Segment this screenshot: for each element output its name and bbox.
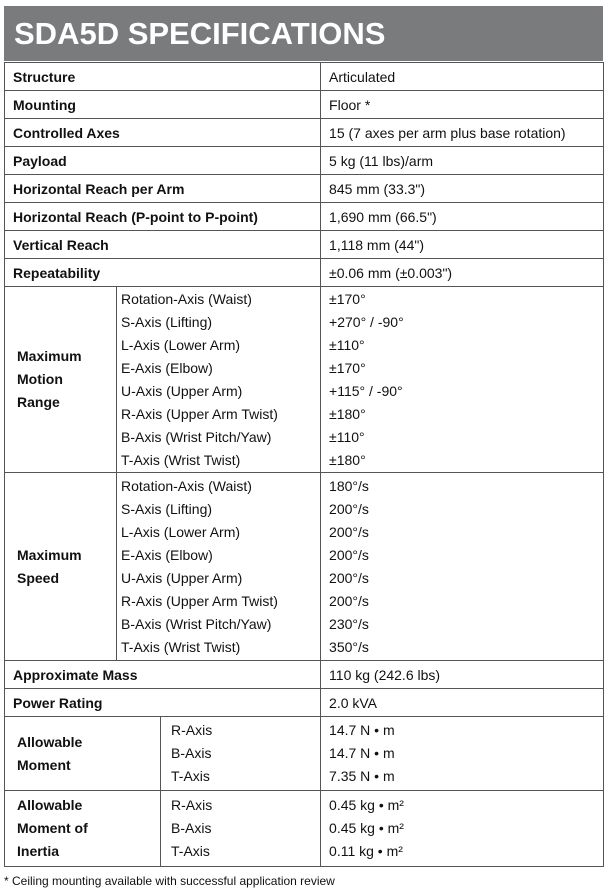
- table-row: [5, 119, 604, 147]
- label-line: Moment of: [17, 820, 88, 836]
- speed-values: [321, 473, 604, 661]
- axis-name: E-Axis (Elbow): [121, 546, 213, 563]
- label-line: Inertia: [17, 843, 60, 859]
- motion-range-row: [5, 287, 604, 473]
- table-row: [5, 91, 604, 119]
- inertia-values: [321, 791, 604, 867]
- spec-label: Repeatability: [5, 259, 321, 287]
- axis-name: T-Axis: [171, 768, 210, 784]
- spec-value: 5 kg (11 lbs)/arm: [321, 147, 604, 175]
- speed-axes: [117, 473, 321, 661]
- spec-table: [4, 62, 604, 867]
- spec-label: Power Rating: [5, 689, 321, 717]
- axis-name: L-Axis (Lower Arm): [121, 523, 241, 540]
- footnote: * Ceiling mounting available with successful application review: [4, 874, 335, 888]
- axis-value: 7.35 N • m: [329, 768, 395, 784]
- inertia-label: [5, 791, 161, 867]
- table-row: [5, 259, 604, 287]
- axis-name: R-Axis (Upper Arm Twist): [121, 405, 278, 422]
- axis-name: B-Axis: [171, 745, 212, 761]
- speed-row: [5, 473, 604, 661]
- table-row: [5, 661, 604, 689]
- table-row: [5, 203, 604, 231]
- axis-name: Rotation-Axis (Waist): [121, 477, 252, 494]
- table-row: [5, 689, 604, 717]
- label-line: Moment: [17, 756, 71, 773]
- axis-name: B-Axis (Wrist Pitch/Yaw): [121, 428, 272, 445]
- spec-label: Controlled Axes: [5, 119, 321, 147]
- label-line: Allowable: [17, 733, 83, 750]
- moment-label: [5, 717, 161, 791]
- axis-name: L-Axis (Lower Arm): [121, 336, 241, 353]
- speed-label: [5, 473, 117, 661]
- axis-value: 180°/s: [329, 477, 369, 494]
- axis-value: 200°/s: [329, 500, 369, 517]
- motion-range-label: [5, 287, 117, 473]
- axis-name: R-Axis: [171, 797, 213, 813]
- motion-range-axes: [117, 287, 321, 473]
- table-row: [5, 231, 604, 259]
- spec-label: Horizontal Reach per Arm: [5, 175, 321, 203]
- spec-value: 1,118 mm (44"): [321, 231, 604, 259]
- axis-value: ±110°: [329, 428, 365, 445]
- spec-value: 1,690 mm (66.5"): [321, 203, 604, 231]
- spec-label: Approximate Mass: [5, 661, 321, 689]
- axis-value: 230°/s: [329, 615, 369, 632]
- spec-label: Mounting: [5, 91, 321, 119]
- label-line: Allowable: [17, 797, 83, 813]
- axis-name: T-Axis: [171, 843, 210, 859]
- title-banner: [4, 6, 603, 61]
- axis-name: U-Axis (Upper Arm): [121, 569, 243, 586]
- axis-value: 0.45 kg • m²: [329, 820, 404, 836]
- label-line: Range: [17, 394, 60, 410]
- axis-value: 14.7 N • m: [329, 722, 395, 738]
- spec-value: 110 kg (242.6 lbs): [321, 661, 604, 689]
- axis-value: +115° / -90°: [329, 382, 403, 399]
- table-row: [5, 63, 604, 91]
- axis-value: ±110°: [329, 336, 365, 353]
- label-line: Maximum: [17, 348, 82, 364]
- axis-name: B-Axis: [171, 820, 212, 836]
- inertia-axes: [161, 791, 321, 867]
- axis-value: ±170°: [329, 359, 366, 376]
- axis-value: ±180°: [329, 405, 366, 422]
- axis-name: U-Axis (Upper Arm): [121, 382, 243, 399]
- axis-value: 200°/s: [329, 569, 369, 586]
- spec-value: ±0.06 mm (±0.003"): [321, 259, 604, 287]
- axis-value: 14.7 N • m: [329, 745, 395, 761]
- spec-label: Vertical Reach: [5, 231, 321, 259]
- spec-value: 2.0 kVA: [321, 689, 604, 717]
- spec-value: Articulated: [321, 63, 604, 91]
- axis-name: E-Axis (Elbow): [121, 359, 213, 376]
- label-line: Motion: [17, 371, 63, 387]
- moment-axes: [161, 717, 321, 791]
- axis-value: 200°/s: [329, 592, 369, 609]
- axis-name: B-Axis (Wrist Pitch/Yaw): [121, 615, 272, 632]
- spec-value: 845 mm (33.3"): [321, 175, 604, 203]
- moment-row: [5, 717, 604, 791]
- axis-value: 0.45 kg • m²: [329, 797, 404, 813]
- page-title: SDA5D SPECIFICATIONS: [14, 16, 386, 51]
- axis-name: T-Axis (Wrist Twist): [121, 638, 241, 655]
- axis-value: 200°/s: [329, 546, 369, 563]
- axis-name: R-Axis: [171, 722, 213, 738]
- axis-value: ±180°: [329, 451, 366, 468]
- motion-range-values: [321, 287, 604, 473]
- axis-name: Rotation-Axis (Waist): [121, 290, 252, 307]
- spec-value: 15 (7 axes per arm plus base rotation): [321, 119, 604, 147]
- axis-value: ±170°: [329, 290, 366, 307]
- table-row: [5, 175, 604, 203]
- spec-value: Floor *: [321, 91, 604, 119]
- label-line: Maximum: [17, 546, 82, 563]
- moment-values: [321, 717, 604, 791]
- label-line: Speed: [17, 569, 60, 586]
- table-row: [5, 147, 604, 175]
- axis-value: 200°/s: [329, 523, 369, 540]
- spec-label: Structure: [5, 63, 321, 91]
- axis-name: S-Axis (Lifting): [121, 313, 213, 330]
- inertia-row: [5, 791, 604, 867]
- axis-name: T-Axis (Wrist Twist): [121, 451, 241, 468]
- axis-value: 0.11 kg • m²: [329, 843, 403, 859]
- axis-value: 350°/s: [329, 638, 369, 655]
- axis-value: +270° / -90°: [329, 313, 404, 330]
- spec-label: Horizontal Reach (P-point to P-point): [5, 203, 321, 231]
- axis-name: S-Axis (Lifting): [121, 500, 213, 517]
- axis-name: R-Axis (Upper Arm Twist): [121, 592, 278, 609]
- spec-label: Payload: [5, 147, 321, 175]
